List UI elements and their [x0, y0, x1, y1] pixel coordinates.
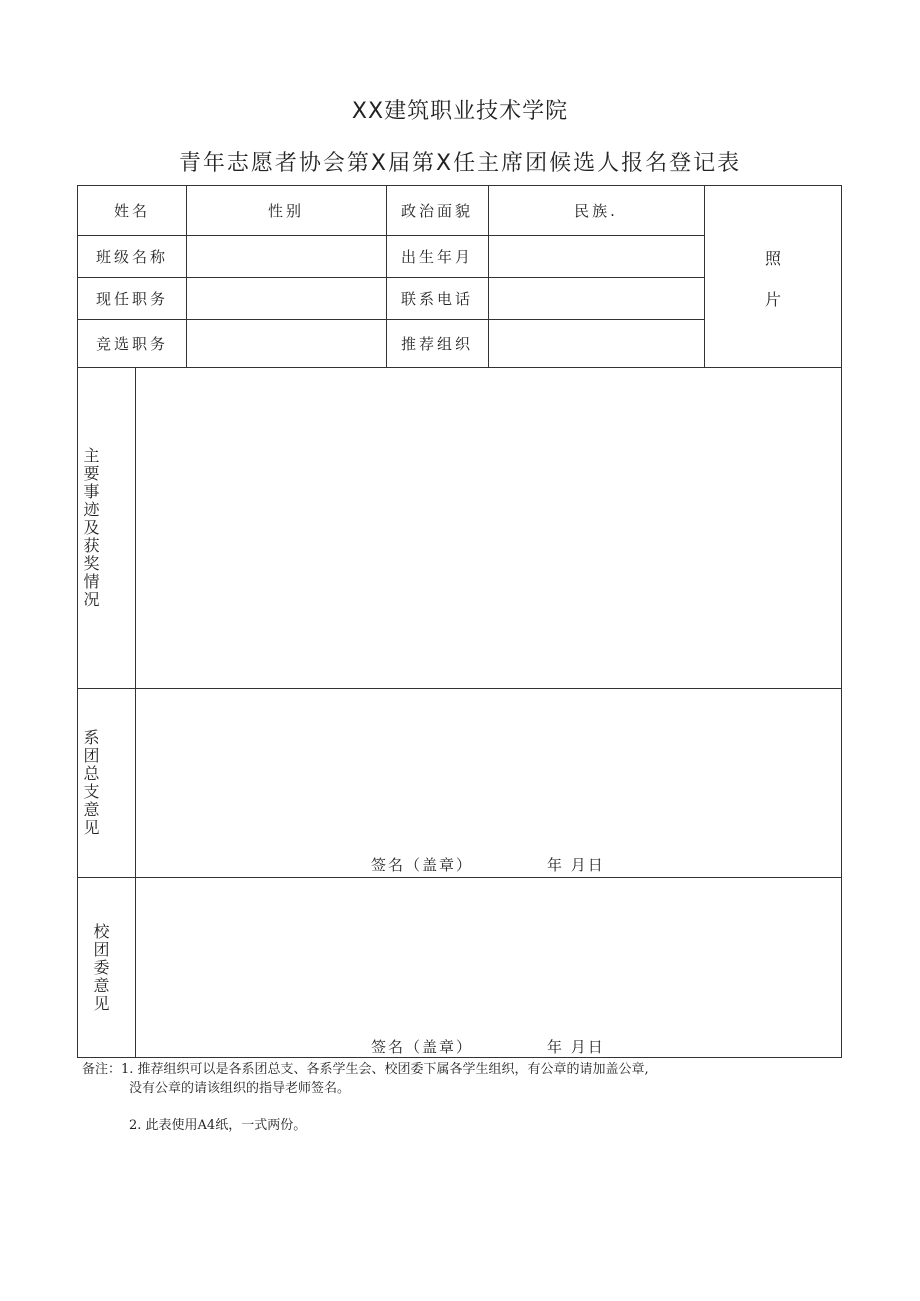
section-label-char: 见: [83, 817, 100, 837]
photo-label-2: 片: [764, 290, 781, 309]
department-opinion-area[interactable]: [136, 689, 841, 877]
department-date-label: 年 月日: [547, 856, 605, 874]
section-label-char: 及: [83, 517, 100, 537]
section-label-char: 见: [93, 993, 110, 1013]
registration-form: [77, 185, 842, 1058]
phone-label: 联系电话: [400, 289, 473, 308]
class-name-field[interactable]: [186, 235, 386, 277]
school-committee-opinion-area[interactable]: [136, 878, 841, 1058]
school-date-label: 年 月日: [547, 1038, 605, 1056]
political-status-label: 政治面貌: [400, 202, 473, 220]
ethnicity-label: 民族.: [574, 202, 618, 220]
notes: [82, 1060, 649, 1135]
section-label-char: 奖: [83, 553, 100, 573]
birth-date-label: 出生年月: [400, 247, 473, 266]
section-label-char: 系: [83, 727, 100, 747]
running-position-field[interactable]: [186, 319, 386, 367]
current-position-field[interactable]: [186, 277, 386, 319]
school-title: XX建筑职业技术学院: [351, 99, 569, 124]
school-signature-label: 签名（盖章）: [371, 1038, 474, 1056]
section-label-char: 情: [83, 571, 100, 591]
running-position-label: 竞选职务: [95, 334, 168, 353]
department-opinion-label: [78, 688, 105, 877]
section-label-char: 要: [83, 463, 100, 483]
notes-prefix: 备注：: [82, 1062, 122, 1077]
recommending-org-field[interactable]: [488, 319, 704, 367]
achievements-area[interactable]: [136, 368, 841, 688]
section-label-char: 团: [93, 939, 110, 959]
phone-field[interactable]: [488, 277, 704, 319]
section-label-char: 事: [83, 481, 100, 501]
section-label-char: 况: [83, 589, 100, 609]
section-label-char: 委: [93, 957, 110, 977]
photo-label-1: 照: [764, 249, 781, 268]
gender-label: 性别: [267, 202, 304, 220]
note-item-2: 2. 此表使用A4纸，一式两份。: [129, 1118, 307, 1133]
section-label-char: 主: [83, 445, 100, 465]
photo-box[interactable]: [705, 186, 841, 367]
section-label-char: 获: [83, 535, 100, 555]
section-label-char: 意: [83, 799, 100, 819]
recommending-org-label: 推荐组织: [400, 334, 473, 353]
department-signature-label: 签名（盖章）: [371, 856, 474, 874]
school-committee-opinion-label: [78, 877, 125, 1058]
note-item-1-cont: 没有公章的请该组织的指导老师签名。: [129, 1081, 351, 1096]
section-label-char: 团: [83, 745, 100, 765]
achievements-label: [78, 367, 105, 688]
name-label: 姓名: [113, 202, 150, 220]
section-label-char: 迹: [83, 499, 100, 519]
current-position-label: 现任职务: [95, 289, 168, 308]
section-label-char: 校: [93, 921, 110, 941]
section-label-char: 意: [93, 975, 110, 995]
section-label-char: 总: [83, 763, 100, 783]
form-title: 青年志愿者协会第X届第X任主席团候选人报名登记表: [178, 151, 742, 176]
note-item-1: 1. 推荐组织可以是各系团总支、各系学生会、校团委下属各学生组织，有公章的请加盖公章,: [121, 1062, 649, 1077]
section-label-char: 支: [83, 781, 100, 801]
birth-date-field[interactable]: [488, 235, 704, 277]
class-name-label: 班级名称: [95, 247, 168, 266]
